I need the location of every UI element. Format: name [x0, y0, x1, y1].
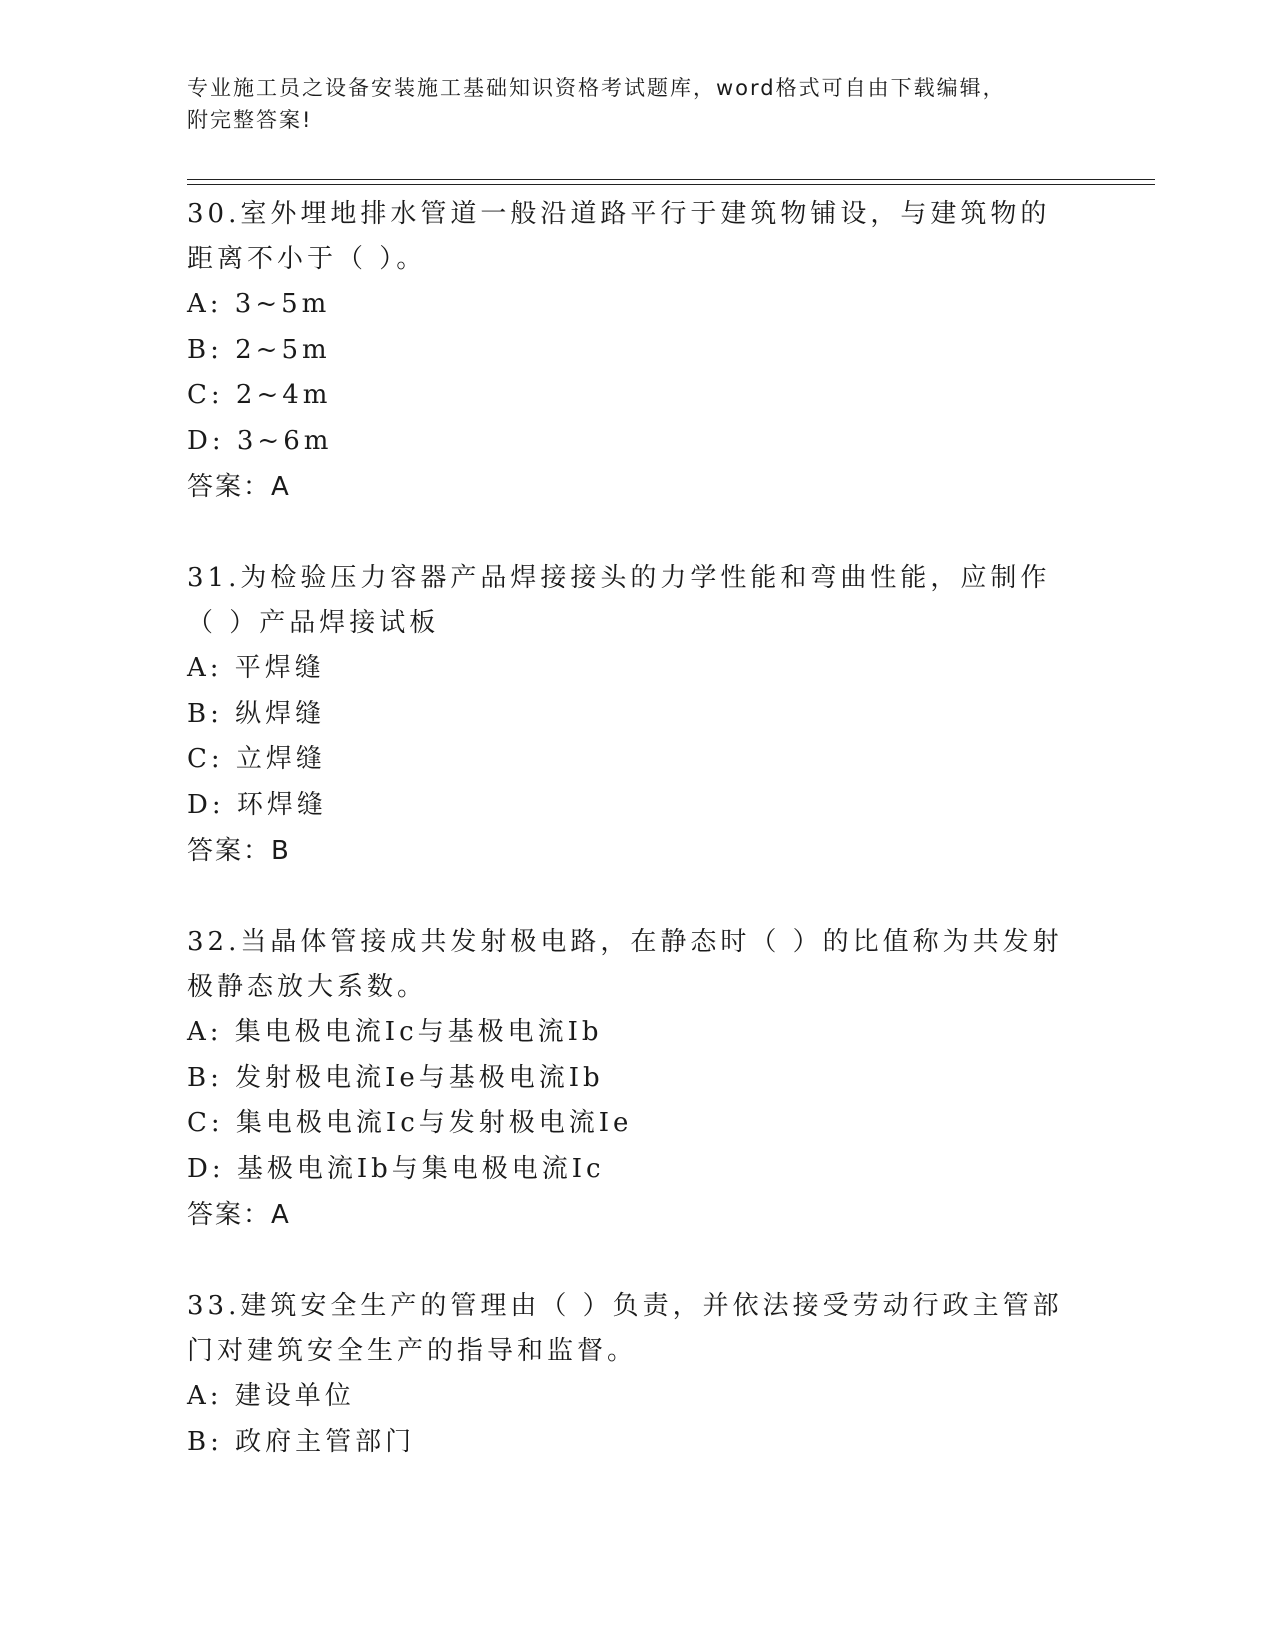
- document-header: [187, 72, 1087, 136]
- option-a: A: 建设单位: [187, 1381, 355, 1411]
- option-b: B: 发射极电流Ie与基极电流Ib: [187, 1062, 604, 1093]
- question-stem: 32.当晶体管接成共发射极电路，在静态时（ ）的比值称为共发射极静态放大系数。: [187, 927, 1063, 1002]
- question-stem: 33.建筑安全生产的管理由（ ）负责，并依法接受劳动行政主管部门对建筑安全生产的指导和监督。: [187, 1291, 1063, 1366]
- option-a: A: 集电极电流Ic与基极电流Ib: [187, 1017, 603, 1047]
- header-divider-top: [187, 179, 1155, 180]
- question-stem: 30.室外埋地排水管道一般沿道路平行于建筑物铺设，与建筑物的距离不小于（ ）。: [187, 199, 1051, 274]
- option-a: A: 平焊缝: [187, 653, 325, 683]
- question-list: [187, 192, 1087, 1511]
- option-b: B: 政府主管部门: [187, 1426, 416, 1457]
- header-divider-bottom: [187, 184, 1155, 185]
- question-30: [187, 192, 1087, 510]
- option-d: D: 环焊缝: [187, 789, 327, 820]
- option-c: C: 2~4m: [187, 380, 332, 410]
- header-line-1: 专业施工员之设备安装施工基础知识资格考试题库，word格式可自由下载编辑，: [187, 76, 1006, 100]
- question-33: [187, 1284, 1087, 1465]
- answer-line: 答案：B: [187, 836, 291, 866]
- question-32: [187, 920, 1087, 1238]
- option-a: A: 3~5m: [187, 289, 331, 319]
- answer-line: 答案：A: [187, 472, 291, 502]
- option-b: B: 纵焊缝: [187, 698, 326, 729]
- question-31: [187, 556, 1087, 874]
- header-line-2: 附完整答案!: [187, 108, 313, 132]
- option-c: C: 立焊缝: [187, 744, 326, 774]
- answer-line: 答案：A: [187, 1200, 291, 1230]
- option-b: B: 2~5m: [187, 334, 331, 365]
- option-d: D: 3~6m: [187, 425, 333, 456]
- option-c: C: 集电极电流Ic与发射极电流Ie: [187, 1108, 633, 1138]
- question-stem: 31.为检验压力容器产品焊接接头的力学性能和弯曲性能，应制作（ ）产品焊接试板: [187, 563, 1051, 638]
- option-d: D: 基极电流Ib与集电极电流Ic: [187, 1153, 605, 1184]
